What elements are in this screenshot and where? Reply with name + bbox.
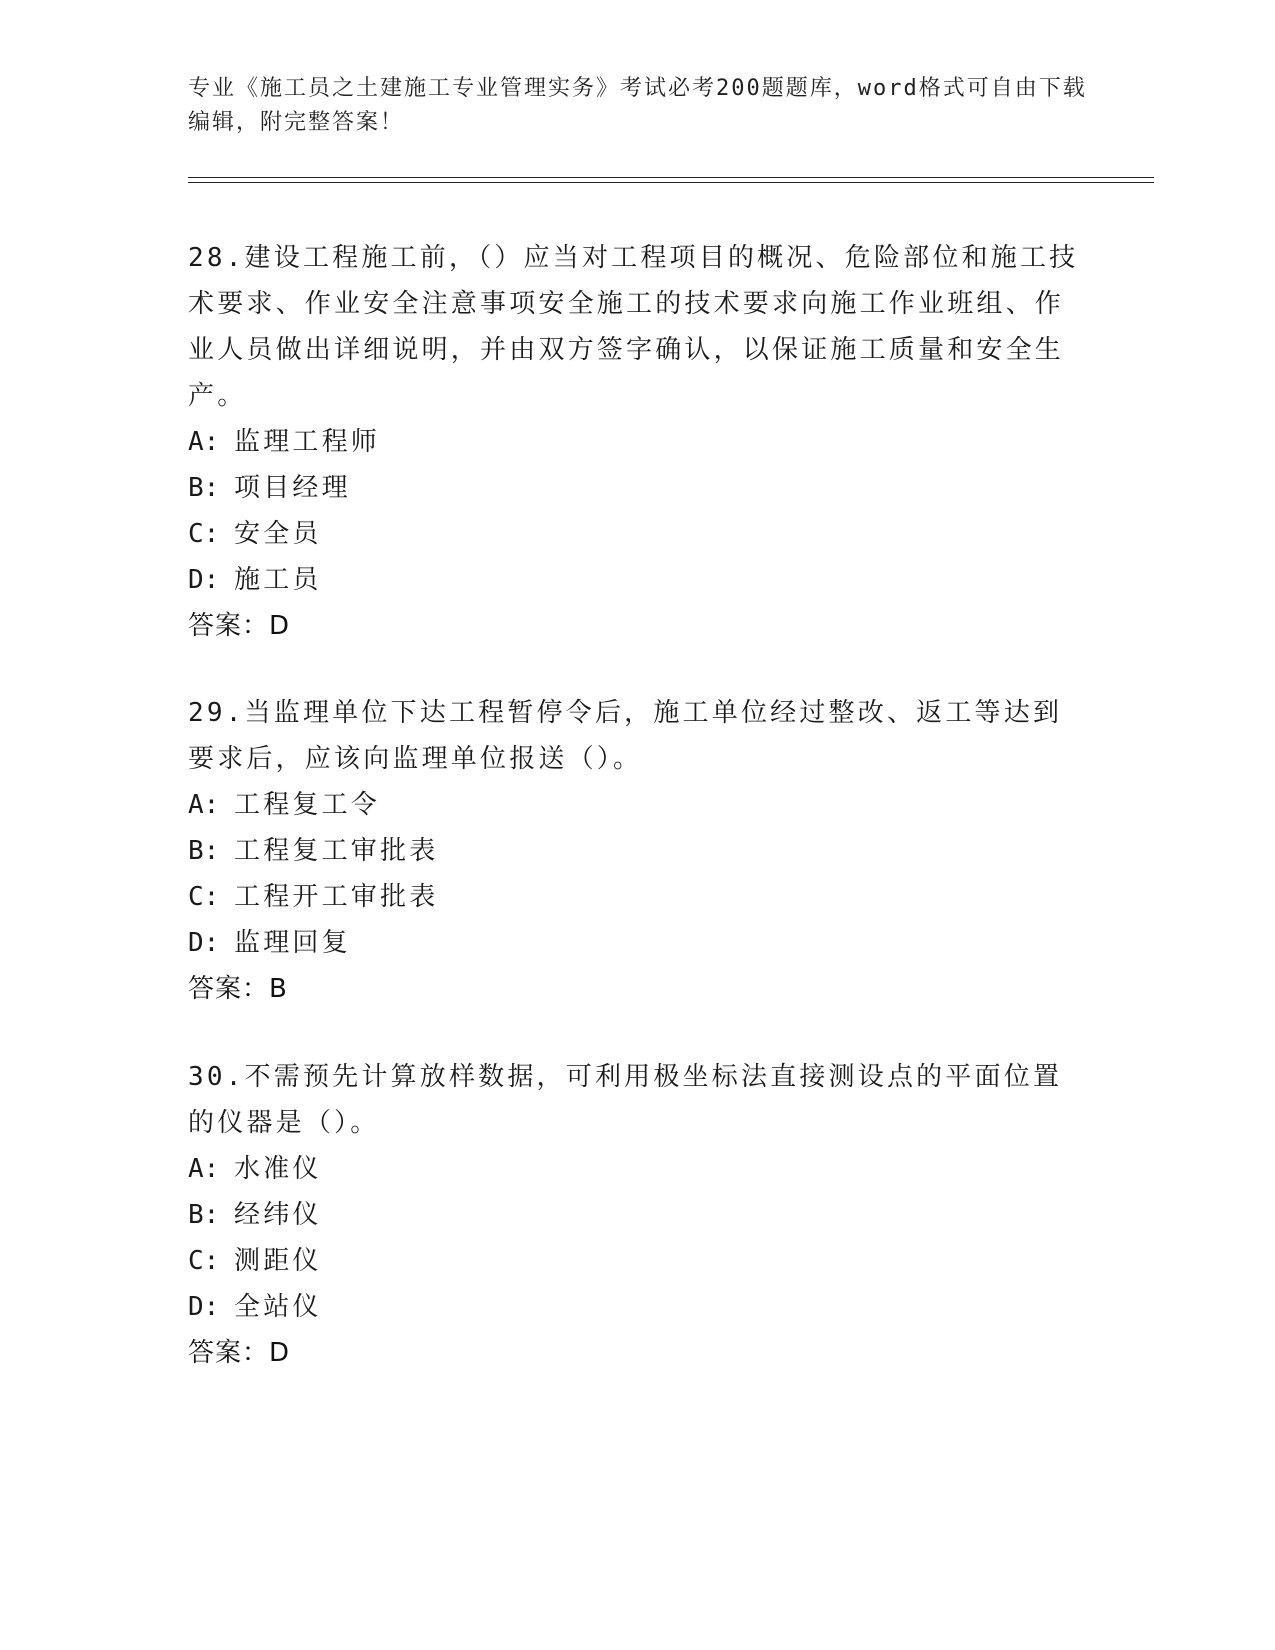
option-a <box>188 419 1088 465</box>
option-text: 全站仪 <box>234 1292 322 1322</box>
option-c <box>188 874 1088 920</box>
question-30 <box>188 1054 1088 1376</box>
question-29 <box>188 690 1088 1012</box>
option-letter: D: <box>188 1292 220 1322</box>
option-d <box>188 1284 1088 1330</box>
option-text: 监理回复 <box>234 928 351 958</box>
option-letter: D: <box>188 565 220 595</box>
header-divider-bottom <box>188 182 1154 183</box>
option-a <box>188 782 1088 828</box>
header-divider-top <box>188 177 1154 178</box>
answer-line: 答案：B <box>188 974 288 1004</box>
answer-line: 答案：D <box>188 611 291 641</box>
option-c <box>188 511 1088 557</box>
question-28 <box>188 235 1088 649</box>
option-d <box>188 557 1088 603</box>
option-letter: C: <box>188 1246 220 1276</box>
question-stem: 28.建设工程施工前，（）应当对工程项目的概况、危险部位和施工技术要求、作业安全注意事项安全施工的技术要求向施工作业班组、作业人员做出详细说明，并由双方签字确认，以保证施工质量和安全生产。 <box>188 243 1079 411</box>
option-text: 项目经理 <box>234 473 351 503</box>
option-letter: B: <box>188 1200 220 1230</box>
option-b <box>188 828 1088 874</box>
option-text: 安全员 <box>234 519 322 549</box>
option-letter: B: <box>188 836 220 866</box>
option-letter: A: <box>188 790 220 820</box>
option-text: 施工员 <box>234 565 322 595</box>
option-text: 工程复工令 <box>234 790 381 820</box>
option-b <box>188 1192 1088 1238</box>
option-letter: B: <box>188 473 220 503</box>
option-text: 监理工程师 <box>234 427 381 457</box>
option-text: 水准仪 <box>234 1154 322 1184</box>
answer-line: 答案：D <box>188 1338 291 1368</box>
option-b <box>188 465 1088 511</box>
option-letter: C: <box>188 519 220 549</box>
option-letter: A: <box>188 1154 220 1184</box>
option-text: 工程开工审批表 <box>234 882 439 912</box>
option-d <box>188 920 1088 966</box>
option-c <box>188 1238 1088 1284</box>
option-letter: C: <box>188 882 220 912</box>
option-text: 工程复工审批表 <box>234 836 439 866</box>
question-stem: 30.不需预先计算放样数据，可利用极坐标法直接测设点的平面位置的仪器是（）。 <box>188 1062 1063 1138</box>
question-stem: 29.当监理单位下达工程暂停令后，施工单位经过整改、返工等达到要求后，应该向监理单位报送（）。 <box>188 698 1063 774</box>
option-letter: A: <box>188 427 220 457</box>
document-header: 专业《施工员之土建施工专业管理实务》考试必考200题题库，word格式可自由下载编辑，附完整答案！ <box>188 76 1087 135</box>
option-letter: D: <box>188 928 220 958</box>
option-text: 经纬仪 <box>234 1200 322 1230</box>
option-a <box>188 1146 1088 1192</box>
option-text: 测距仪 <box>234 1246 322 1276</box>
